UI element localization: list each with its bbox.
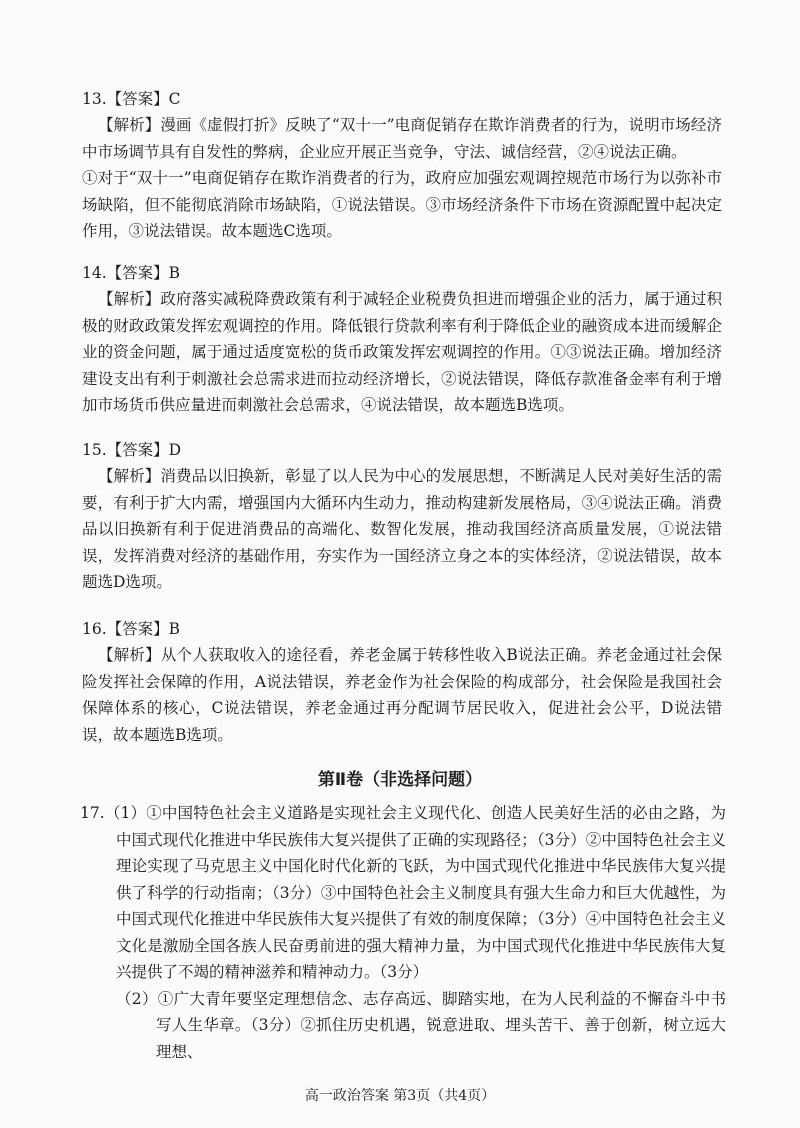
section-title: 第Ⅱ卷（非选择问题） (317, 770, 483, 790)
question-17 (80, 800, 726, 1065)
q16-analysis: 【解析】从个人获取收入的途径看，养老金属于转移性收入B说法正确。养老金通过社会保险发挥社会保障的作用，A说法错误，养老金作为社会保险的构成部分，社会保险是我国社会保障体系的核心，C说法错误，养老金通过再分配调节居民收入，促进社会公平，D说法错误，故本题选B选项。 (82, 646, 722, 744)
q13-answer: 13.【答案】C (82, 90, 181, 108)
q17-part-2: （2）①广大青年要坚定理想信念、志存高远、脚踏实地，在为人民利益的不懈奋斗中书写人生华章。（3分）②抓住历史机遇，锐意进取、埋头苦干、善于创新，树立远大理想、 (116, 989, 726, 1061)
question-16 (82, 616, 722, 748)
question-15 (82, 437, 722, 596)
q15-analysis: 【解析】消费品以旧换新，彰显了以人民为中心的发展思想，不断满足人民对美好生活的需要，有利于扩大内需，增强国内大循环内生动力，推动构建新发展格局，③④说法正确。消费品以旧换新有利于促进消费品的高端化、数智化发展，推动我国经济高质量发展，①说法错误，发挥消费对经济的基础作用，夯实作为一国经济立身之本的实体经济，②说法错误，故本题选D选项。 (82, 467, 722, 591)
page-footer: 高一政治答案 第3页（共4页） (304, 1088, 496, 1104)
question-14 (82, 260, 722, 419)
q14-answer: 14.【答案】B (82, 264, 181, 282)
q15-answer: 15.【答案】D (82, 441, 182, 459)
q16-answer: 16.【答案】B (82, 620, 181, 638)
q13-analysis-2: ①对于“双十一”电商促销存在欺诈消费者的行为，政府应加强宏观调控规范市场行为以弥补市场缺陷，但不能彻底消除市场缺陷，①说法错误。③市场经济条件下市场在资源配置中起决定作用，③说法错误。故本题选C选项。 (82, 169, 722, 240)
q14-analysis: 【解析】政府落实减税降费政策有利于减轻企业税费负担进而增强企业的活力，属于通过积极的财政政策发挥宏观调控的作用。降低银行贷款利率有利于降低企业的融资成本进而缓解企业的资金问题，属于通过适度宽松的货币政策发挥宏观调控的作用。①③说法正确。增加经济建设支出有利于刺激社会总需求进而拉动经济增长，②说法错误，降低存款准备金率有利于增加市场货币供应量进而刺激社会总需求，④说法错误，故本题选B选项。 (82, 290, 722, 414)
q13-analysis: 【解析】漫画《虚假打折》反映了“双十一”电商促销存在欺诈消费者的行为，说明市场经济中市场调节具有自发性的弊病，企业应开展正当竞争，守法、诚信经营，②④说法正确。 (82, 116, 722, 161)
q17-part-1: 17.（1）①中国特色社会主义道路是实现社会主义现代化、创造人民美好生活的必由之路，为中国式现代化推进中华民族伟大复兴提供了正确的实现路径；（3分）②中国特色社会主义理论实现了马克思主义中国化时代化新的飞跃，为中国式现代化推进中华民族伟大复兴提供了科学的行动指南；（3分）③中国特色社会主义制度具有强大生命力和巨大优越性，为中国式现代化推进中华民族伟大复兴提供了有效的制度保障；（3分）④中国特色社会主义文化是激励全国各族人民奋勇前进的强大精神力量，为中国式现代化推进中华民族伟大复兴提供了不竭的精神滋养和精神动力。（3分） (80, 804, 726, 981)
question-13 (82, 86, 722, 245)
